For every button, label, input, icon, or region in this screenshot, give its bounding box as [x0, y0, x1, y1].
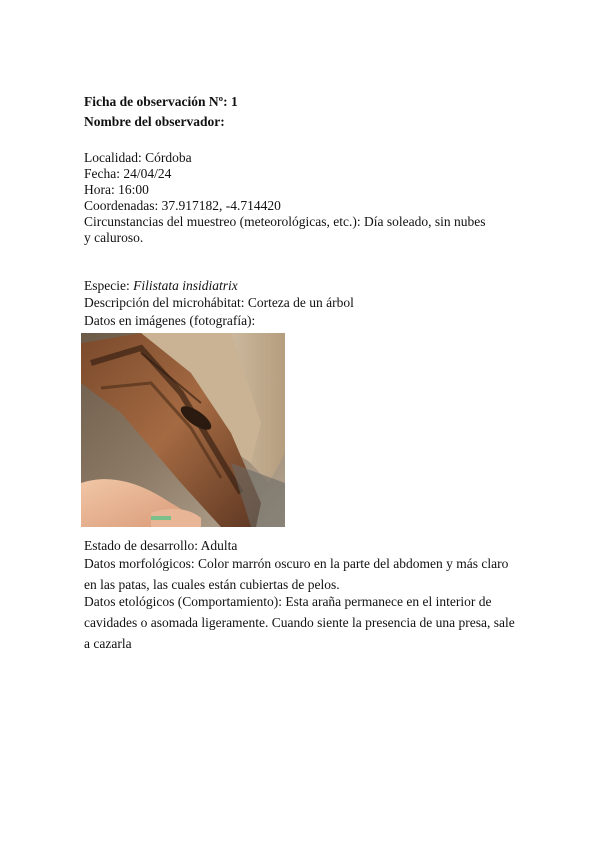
coordinates-text: Coordenadas: 37.917182, -4.714420: [84, 198, 281, 213]
observer-label: Nombre del observador:: [84, 114, 225, 129]
species-line: [84, 278, 238, 294]
locality-text: Localidad: Córdoba: [84, 150, 192, 165]
spider-photo: [81, 333, 285, 527]
date-text: Fecha: 24/04/24: [84, 166, 172, 181]
time-text: Hora: 16:00: [84, 182, 149, 197]
development-text: Estado de desarrollo: Adulta: [84, 538, 238, 553]
species-name: Filistata insidiatrix: [133, 278, 238, 293]
morphological-text: Datos morfológicos: Color marrón oscuro en la parte del abdomen y más claro en las patas, las cuales están cubiertas de pelos.: [84, 556, 509, 592]
ethological-text: Datos etológicos (Comportamiento): Esta araña permanece en el interior de cavidades o asomada ligeramente. Cuando siente la presencia de una presa, sale a cazarla: [84, 594, 515, 651]
sheet-title: Ficha de observación Nº: 1: [84, 94, 238, 109]
circumstances-text-line1: Circunstancias del muestreo (meteorológicas, etc.): Día soleado, sin nubes: [84, 214, 486, 229]
microhabitat-text: Descripción del microhábitat: Corteza de un árbol: [84, 295, 354, 310]
circumstances-text-line2: y caluroso.: [84, 230, 144, 245]
images-label: Datos en imágenes (fotografía):: [84, 313, 256, 328]
species-label: Especie:: [84, 278, 134, 293]
